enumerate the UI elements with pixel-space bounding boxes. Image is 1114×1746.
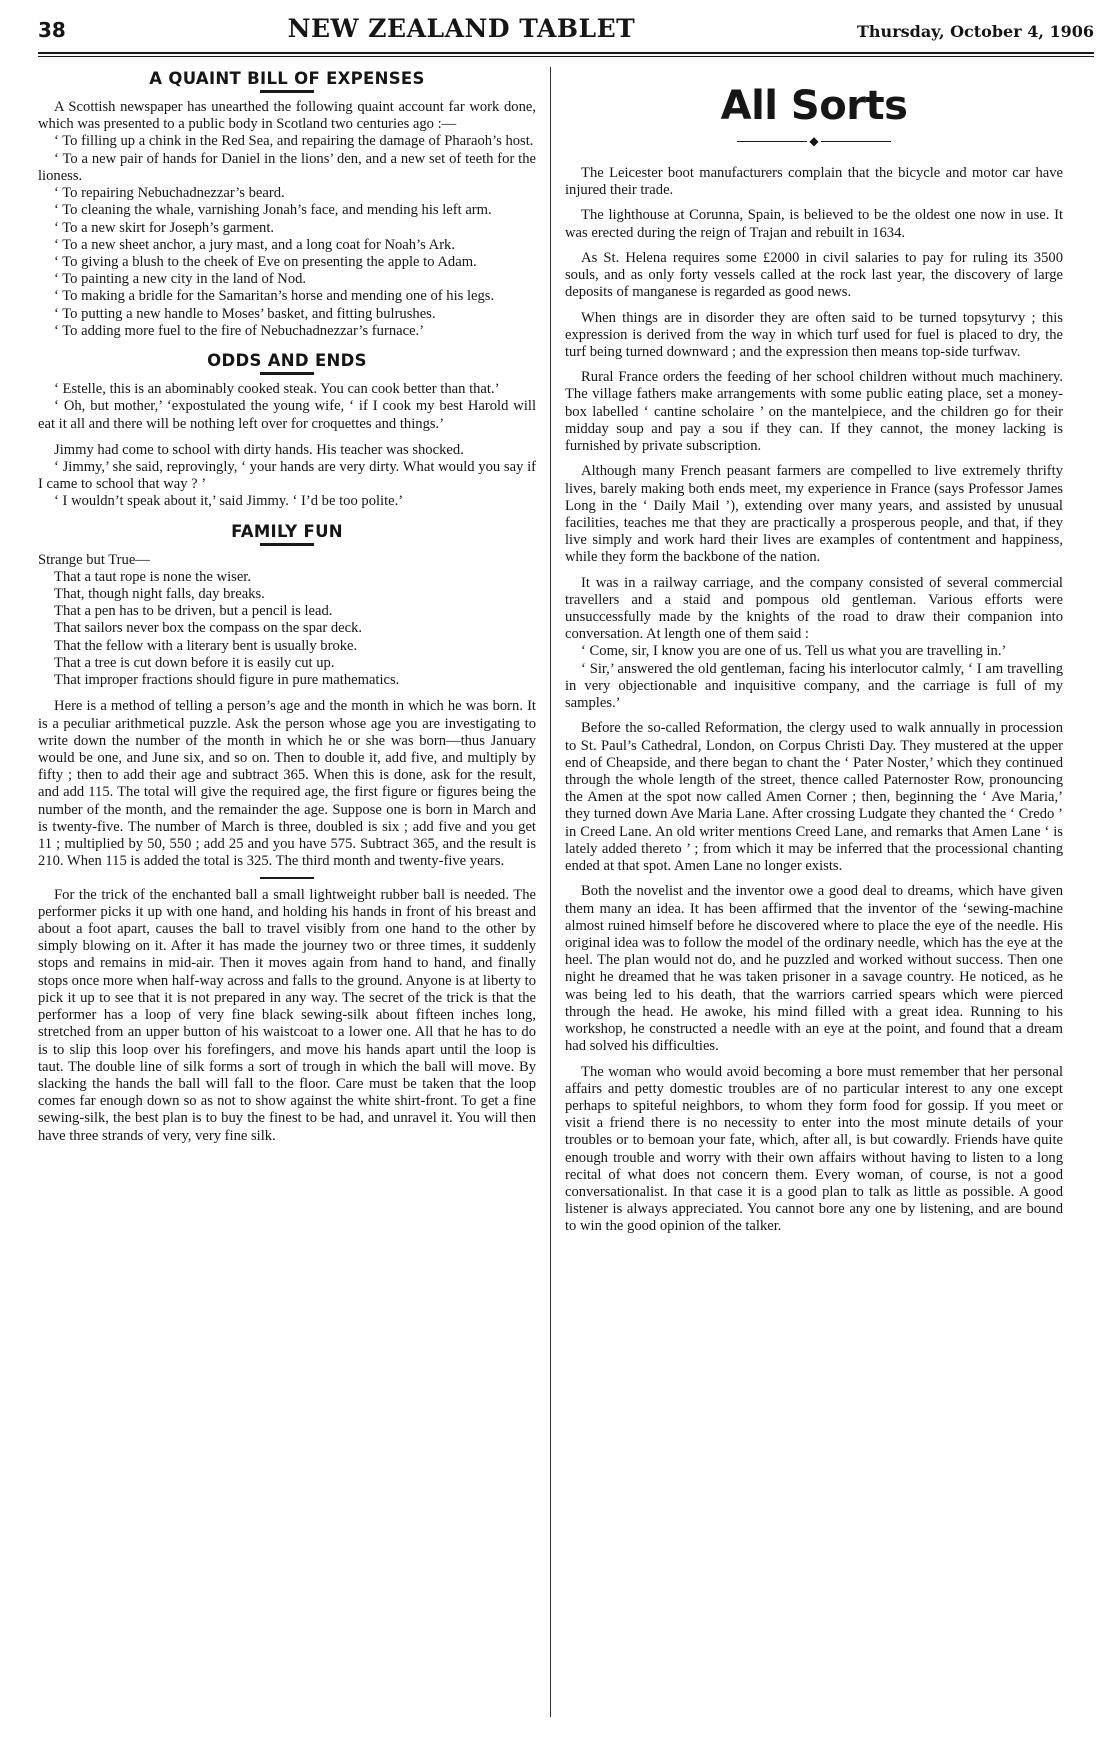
paragraph: ‘ Come, sir, I know you are one of us. Tell us what you are travelling in.’ [581, 643, 1007, 660]
verse-block [38, 552, 536, 690]
section-heading: ODDS AND ENDS [207, 351, 367, 371]
paragraph: The lighthouse at Corunna, Spain, is believed to be the oldest one now in use. It was erected during the reign of Trajan and rebuilt in 1634. [565, 207, 1063, 241]
paragraph: ‘ To a new skirt for Joseph’s garment. [54, 219, 275, 236]
paragraph: A Scottish newspaper has unearthed the following quaint account far work done, which was presented to a public body in Scotland two centuries ago :— [38, 99, 536, 133]
right-column [551, 67, 1063, 1717]
paragraph: ‘ To giving a blush to the cheek of Eve on presenting the apple to Adam. [54, 253, 477, 270]
paragraph: ‘ To adding more fuel to the fire of Nebuchadnezzar’s furnace.’ [54, 322, 425, 339]
paragraph: ‘ Oh, but mother,’ ‘expostulated the young wife, ‘ if I cook my best Harold will eat it all and there will be nothing left over for croquettes and things.’ [38, 398, 536, 432]
masthead-rule [38, 52, 1094, 54]
section-heading: FAMILY FUN [231, 521, 343, 541]
title-ornament [565, 135, 1063, 147]
paragraph: Before the so-called Reformation, the clergy used to walk annually in procession to St. Paul’s Cathedral, London, on Corpus Christi Day. They mustered at the upper end of Cheapside, and there began to chant the ‘ Pater Noster,’ which they continued through the whole length of the street, thence called Paternoster Row, pronouncing the Amen at the spot now called Amen Corner ; then, beginning the ‘ Ave Maria,’ they turned down Ave Maria Lane. After crossing Ludgate they chanted the ‘ Credo ’ in Creed Lane. An old writer mentions Creed Lane, and remarks that Amen Lane ‘ is lately added thereto ’ ; from which it may be inferred that the processional chanting ended at that spot. Amen Lane no longer exists. [565, 720, 1063, 875]
paragraph: ‘ Sir,’ answered the old gentleman, facing his interlocutor calmly, ‘ I am travelling in very objectionable and inquisitive company, and the carriage is full of my samples.’ [565, 660, 1063, 712]
section-heading: A QUAINT BILL OF EXPENSES [149, 69, 425, 88]
paragraph: As St. Helena requires some £2000 in civil salaries to pay for ruling its 3500 souls, and as only forty vessels called at the rock last year, the discovery of large deposits of manganese is regarded as good news. [565, 249, 1063, 301]
paragraph: ‘ To a new sheet anchor, a jury mast, and a long coat for Noah’s Ark. [54, 236, 456, 253]
paragraph: ‘ Jimmy,’ she said, reprovingly, ‘ your hands are very dirty. What would you say if I came to school that way ? ’ [38, 458, 536, 493]
verse-line: That a taut rope is none the wiser. [54, 568, 252, 585]
paragraph: Although many French peasant farmers are compelled to live extremely thrifty lives, barely making both ends meet, my experience in France (says Professor James Long in the ‘ Daily Mail ’), extending over many years, and assisted by unusual facilities, teaches me that they are practically a prosperous people, and that, if they live simply and work hard their lives are examples of contentment and happiness, while they form the backbone of the nation. [565, 463, 1063, 566]
masthead-rule-thin [38, 56, 1094, 57]
paragraph: ‘ To repairing Nebuchadnezzar’s beard. [54, 185, 285, 202]
issue-date: Thursday, October 4, 1906 [857, 22, 1094, 41]
family-fun-article [38, 522, 536, 1145]
paragraph: ‘ To putting a new handle to Moses’ basket, and fitting bulrushes. [54, 305, 436, 322]
heading-rule [260, 90, 314, 93]
paragraph: The woman who would avoid becoming a bore must remember that her personal affairs and petty domestic troubles are of no particular interest to any one except perhaps to spiteful neighbors, to whom they form food for gossip. If you meet or visit a friend there is no necessity to enter into the most minute details of your troubles or to bemoan your fate, which, after all, is but cowardly. Friends have quite enough trouble and worry with their own affairs without having to listen to a long recital of what does not concern them. Every woman, of course, is not a good conversationalist. In that case it is a good plan to talk as little as possible. A good listener is always appreciated. You cannot bore any one by listening, and are bound to win the good opinion of the talker. [565, 1063, 1063, 1235]
paragraph: Rural France orders the feeding of her school children without much machinery. The village fathers make arrangements with some public eating place, set a money-box labelled ‘ cantine scholaire ’ on the mantelpiece, and the children go for their midday soup and pay a sou if they can. If they cannot, the money lacking is furnished by private subscription. [565, 369, 1063, 455]
paragraph: Jimmy had come to school with dirty hands. His teacher was shocked. [54, 441, 464, 458]
paragraph: ‘ To filling up a chink in the Red Sea, and repairing the damage of Pharaoh’s host. [54, 133, 534, 150]
paragraph: Here is a method of telling a person’s age and the month in which he was born. It is a peculiar arithmetical puzzle. Ask the person whose age you are investigating to write down the number of the month in which he or she was born—thus January would be one, and June six, and so on. Then to double it, add five, and multiply by fifty ; then to add their age and subtract 365. When this is done, ask for the result, and add 115. The total will give the required age, the first figure or figures being the number of the month, and the remainder the age. Suppose one is born in March and is twenty-five. The number of March is three, doubled is six ; add five and you get 11 ; multiplied by 50, 550 ; add 25 and you have 575. Subtract 365, and the result is 210. When 115 is added the total is 325. The third month and twenty-five years. [38, 698, 536, 870]
heading-rule [260, 372, 314, 375]
masthead [38, 14, 1094, 48]
verse-line: That a pen has to be driven, but a pencil is lead. [54, 603, 333, 620]
verse-line: That sailors never box the compass on the spar deck. [54, 620, 363, 637]
left-column [38, 67, 550, 1717]
all-sorts-title: All Sorts [720, 83, 908, 129]
verse-line: That improper fractions should figure in pure mathematics. [54, 672, 400, 689]
diamond-icon: ◆ [809, 134, 819, 148]
paragraph: ‘ To a new pair of hands for Daniel in the lions’ den, and a new set of teeth for the lioness. [38, 150, 536, 184]
paragraph: ‘ To painting a new city in the land of Nod. [54, 271, 307, 288]
odds-and-ends-article [38, 351, 536, 511]
bill-of-expenses-article [38, 69, 536, 340]
verse-line: That, though night falls, day breaks. [54, 586, 265, 603]
columns [38, 67, 1094, 1717]
page-number: 38 [38, 18, 66, 42]
paragraph: ‘ To making a bridle for the Samaritan’s horse and mending one of his legs. [54, 288, 495, 305]
separator-rule [260, 877, 314, 879]
paragraph: ‘ To cleaning the whale, varnishing Jonah’s face, and mending his left arm. [54, 202, 492, 219]
paragraph: For the trick of the enchanted ball a small lightweight rubber ball is needed. The performer picks it up with one hand, and holding his hands in front of his breast and about a foot apart, causes the ball to travel visibly from one hand to the other by simply blowing on it. After it has made the journey two or three times, it suddenly stops and remains in mid-air. Then it moves again from hand to hand, and finally stops once more when half-way across and falls to the ground. Anyone is at liberty to pick it up to see that it is not prepared in any way. The secret of the trick is that the performer has a loop of very fine black sewing-silk about fifteen inches long, stretched from an upper button of his waistcoat to a lower one. All that he has to do is to slip this loop over his forefingers, and move his hands apart until the loop is taut. The double line of silk forms a sort of trough in which the ball will move. By slacking the hands the ball will fall to the floor. Care must be taken that the loop comes far enough down so as not to show against the white shirt-front. To get a fine sewing-silk, the best plan is to buy the finest to be had, and unravel it. You will then have three strands of very, very fine silk. [38, 886, 536, 1144]
publication-title: NEW ZEALAND TABLET [287, 14, 636, 43]
paragraph: It was in a railway carriage, and the company consisted of several commercial travellers and a staid and pompous old gentleman. Various efforts were unsuccessfully made by the knights of the road to draw their companion into conversation. At length one of them said : [565, 574, 1063, 643]
paragraph: ‘ Estelle, this is an abominably cooked steak. You can cook better than that.’ [54, 381, 500, 398]
verse-line: That the fellow with a literary bent is usually broke. [54, 637, 358, 654]
verse-intro: Strange but True— [38, 551, 150, 568]
paragraph: The Leicester boot manufacturers complain that the bicycle and motor car have injured their trade. [565, 165, 1063, 199]
paragraph: When things are in disorder they are often said to be turned topsyturvy ; this expression is derived from the way in which turf used for fuel is placed to dry, the turf being turned downward ; and the expression then means top-side turfwav. [565, 309, 1063, 360]
heading-rule [260, 543, 314, 546]
paragraph: ‘ I wouldn’t speak about it,’ said Jimmy. ‘ I’d be too polite.’ [54, 493, 404, 510]
verse-line: That a tree is cut down before it is easily cut up. [54, 654, 335, 671]
paragraph: Both the novelist and the inventor owe a good deal to dreams, which have given them many an idea. It has been affirmed that the inventor of the ‘sewing-machine almost ruined himself before he discovered where to place the eye of the needle. His original idea was to follow the model of the ordinary needle, which has the eye at the heel. The plan would not do, and he puzzled and worked without success. Then one night he dreamed that he was taken prisoner in a savage country. He noticed, as he was being led to his death, that the warriors carried spears which were pierced through the head. He awoke, his mind filled with a great idea. Running to his workshop, he constructed a needle with an eye at the point, and found that a dream had solved his difficulties. [565, 883, 1063, 1055]
